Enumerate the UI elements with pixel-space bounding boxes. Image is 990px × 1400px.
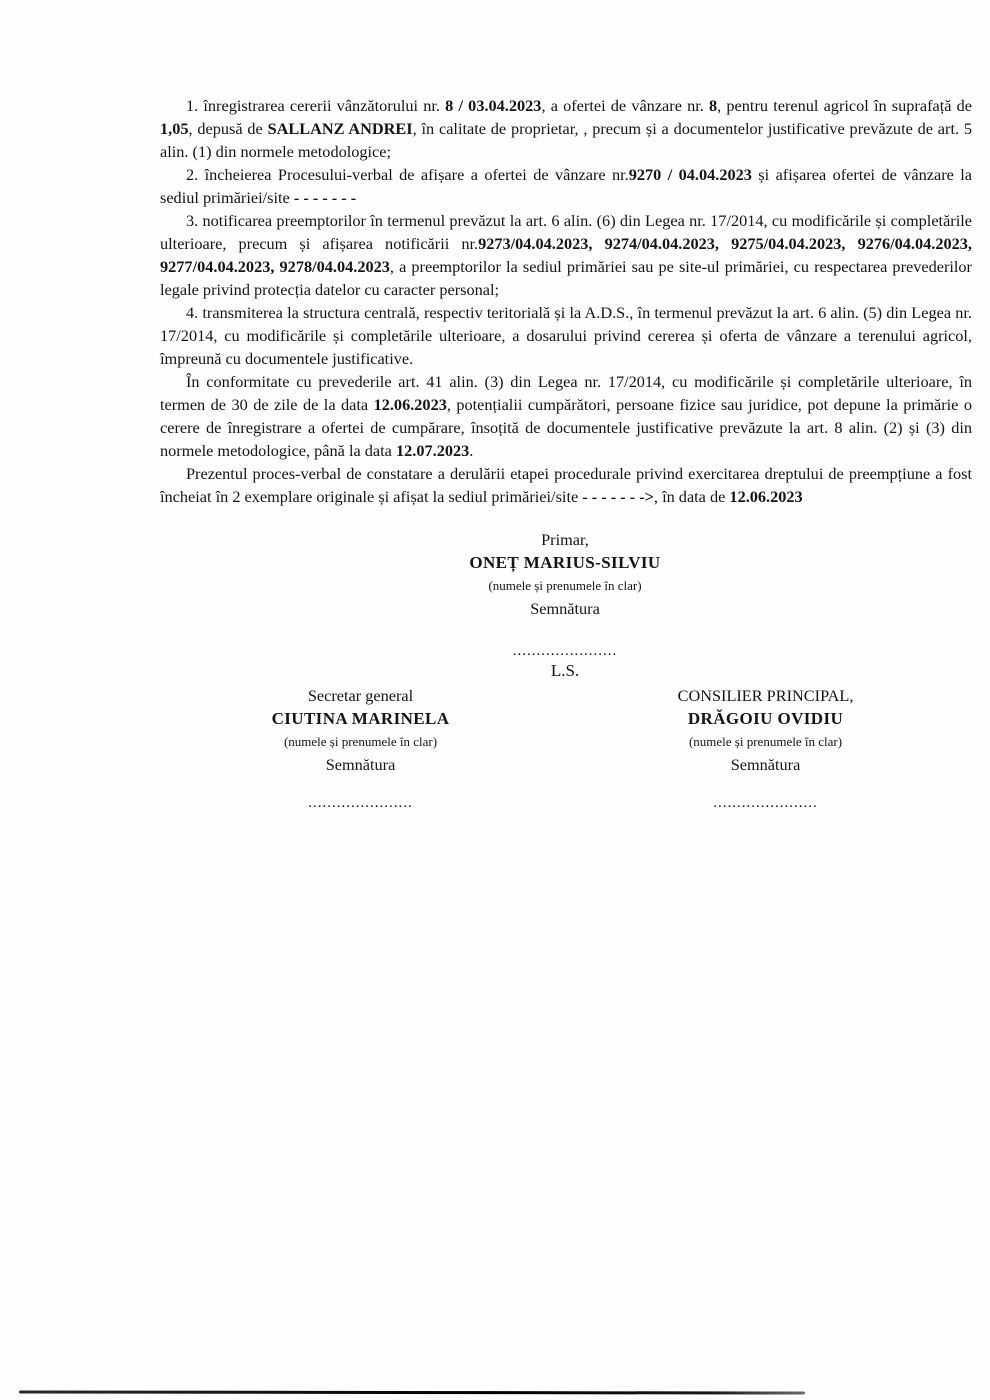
primar-name-note: (numele și prenumele în clar) [488,578,642,593]
scan-artifact-line [19,1390,805,1394]
primar-name: ONEȚ MARIUS-SILVIU [469,553,661,572]
consilier-signature-line: ...................... [713,795,818,811]
signature-block-secretar [238,684,483,810]
secretar-name: CIUTINA MARINELA [271,709,450,728]
signature-block-primar [160,528,970,682]
paragraph-incheiere-proces-verbal: Prezentul proces-verbal de constatare a derulării etapei procedurale privind exercitarea dreptului de preempțiune a fost încheiat în 2 exemplare originale și afișat la sediul primăriei/site - - - - - - ->, în data de 12.06.2023 [160,464,972,506]
consilier-signature-label: Semnătura [730,755,801,774]
primar-role-label: Primar, [541,530,589,549]
secretar-name-note: (numele și prenumele în clar) [283,734,438,749]
signature-block-consilier [643,684,888,810]
paragraph-registration-cerere: 1. înregistrarea cererii vânzătorului nr. 8 / 03.04.2023, a ofertei de vânzare nr. 8, pentru terenul agricol în suprafață de 1,05, depusă de SALLANZ ANDREI, în calitate de proprietar, , precum și a documentelor justificative prevăzute de art. 5 alin. (1) din normele metodologice; [160,96,973,161]
paragraph-termen-cerere-cumparare: În conformitate cu prevederile art. 41 alin. (3) din Legea nr. 17/2014, cu modificările și completările ulterioare, în termen de 30 de zile de la data 12.06.2023, potențialii cumpărători, persoane fizice sau juridice, pot depune la primărie o cerere de înregistrare a ofertei de cumpărare, însoțită de documentele justificative prevăzute la art. 8 alin. (2) și (3) din normele metodologice, până la data 12.07.2023. [160,372,972,460]
primar-signature-label: Semnătura [530,599,600,618]
secretar-signature-line: ...................... [308,795,413,811]
secretar-role-label: Secretar general [307,686,414,705]
paragraph-transmitere-dosar: 4. transmiterea la structura centrală, respectiv teritorială și la A.D.S., în termenul prevăzut la art. 6 alin. (5) din Legea nr. 17/2014, cu modificările și completările ulterioare, a dosarului privind cererea și oferta de vânzare a terenului agricol, împreună cu documentele justificative. [160,303,972,368]
paragraph-proces-verbal-afisare: 2. încheierea Procesului-verbal de afișare a ofertei de vânzare nr.9270 / 04.04.2023 și afișarea ofertei de vânzare la sediul primăriei/site - - - - - - - [160,165,973,207]
primar-signature-line: ...................... [512,643,618,659]
consilier-role-label: CONSILIER PRINCIPAL, [677,686,854,705]
consilier-name: DRĂGOIU OVIDIU [687,709,844,728]
document-body [160,94,972,508]
ls-stamp-label: L.S. [550,661,580,680]
paragraph-notificare-preemptori: 3. notificarea preemptorilor în termenul prevăzut la art. 6 alin. (6) din Legea nr. 17/2014, cu modificările și completările ulterioare, precum și afișarea notificării nr.9273/04.04.2023, 9274/04.04.2023, 9275/04.04.2023, 9276/04.04.2023, 9277/04.04.2023, 9278/04.04.2023, a preemptorilor la sediul primăriei sau pe site-ul primăriei, cu respectarea prevederilor legale privind protecția datelor cu caracter personal; [160,211,972,299]
consilier-name-note: (numele și prenumele în clar) [688,734,843,749]
secretar-signature-label: Semnătura [325,755,396,774]
